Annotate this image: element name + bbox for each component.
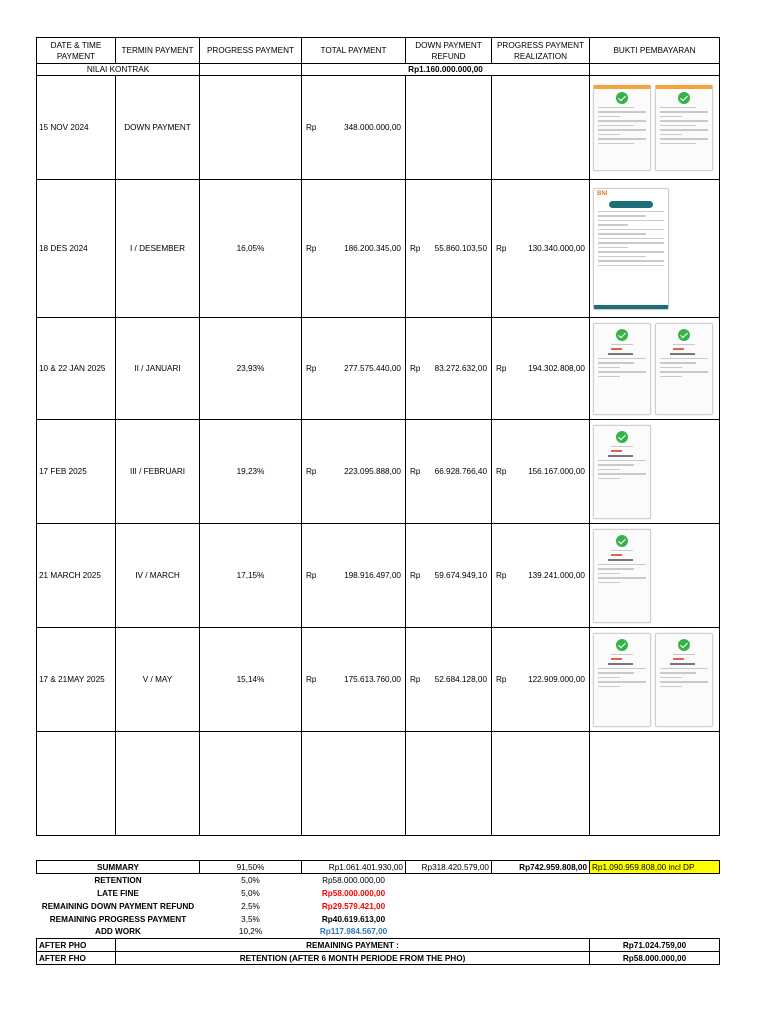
header-termin: TERMIN PAYMENT — [116, 38, 200, 64]
receipt-image[interactable] — [593, 529, 651, 623]
progress-percent: 17,15% — [200, 524, 302, 628]
currency-symbol: Rp — [306, 467, 317, 476]
detail-value: Rp117.984.567,00 — [319, 927, 388, 937]
realization-empty — [492, 76, 590, 180]
detail-value: Rp58.000.000,00 — [322, 875, 385, 885]
dp-refund: 66.928.766,40 — [434, 467, 487, 476]
check-icon — [616, 329, 628, 341]
header-date: DATE & TIME PAYMENT — [37, 38, 116, 64]
header-total: TOTAL PAYMENT — [302, 38, 406, 64]
termin-label: IV / MARCH — [116, 524, 200, 628]
detail-row — [37, 874, 720, 887]
realization-value: 130.340.000,00 — [528, 244, 585, 253]
after-pho-desc: REMAINING PAYMENT : — [116, 939, 590, 952]
payment-date: 15 NOV 2024 — [37, 76, 116, 180]
check-icon — [616, 92, 628, 104]
table-row-empty — [37, 732, 720, 836]
check-icon — [678, 639, 690, 651]
table-row — [37, 524, 720, 628]
header-realization: PROGRESS PAYMENT REALIZATION — [492, 38, 590, 64]
summary-total: Rp1.061.401.930,00 — [302, 861, 406, 874]
realization-value: 139.241.000,00 — [528, 571, 585, 580]
total-payment: 277.575.440,00 — [344, 364, 401, 373]
currency-symbol: Rp — [410, 467, 421, 476]
currency-symbol: Rp — [410, 364, 421, 373]
summary-progress: 91,50% — [200, 861, 302, 874]
detail-label: LATE FINE — [97, 888, 139, 898]
contract-value: Rp1.160.000.000,00 — [302, 64, 590, 76]
header-proof: BUKTI PEMBAYARAN — [590, 38, 720, 64]
payment-proof[interactable] — [590, 318, 720, 420]
summary-table — [36, 860, 720, 965]
currency-symbol: Rp — [306, 571, 317, 580]
currency-symbol: Rp — [306, 675, 317, 684]
receipt-image[interactable] — [593, 425, 651, 519]
payment-date: 18 DES 2024 — [37, 180, 116, 318]
payment-date: 17 FEB 2025 — [37, 420, 116, 524]
receipt-image[interactable] — [593, 633, 651, 727]
check-icon — [678, 329, 690, 341]
termin-label: III / FEBRUARI — [116, 420, 200, 524]
detail-value: Rp29.579.421,00 — [321, 901, 386, 911]
termin-label: I / DESEMBER — [116, 180, 200, 318]
detail-pct: 5,0% — [241, 875, 260, 885]
receipt-image[interactable] — [655, 633, 713, 727]
payment-proof[interactable] — [590, 524, 720, 628]
dp-refund-empty — [406, 76, 492, 180]
currency-symbol: Rp — [410, 571, 421, 580]
receipt-image[interactable] — [593, 85, 651, 171]
dp-refund: 52.684.128,00 — [434, 675, 487, 684]
progress-percent: 23,93% — [200, 318, 302, 420]
payment-proof[interactable] — [590, 420, 720, 524]
detail-value: Rp40.619.613,00 — [321, 914, 386, 924]
total-payment: 186.200.345,00 — [344, 244, 401, 253]
after-fho-row — [37, 952, 720, 965]
detail-row — [37, 926, 720, 939]
check-icon — [616, 431, 628, 443]
payment-table — [36, 37, 720, 836]
header-progress: PROGRESS PAYMENT — [200, 38, 302, 64]
bni-logo: BNI — [597, 190, 608, 197]
termin-label: V / MAY — [116, 628, 200, 732]
check-icon — [616, 639, 628, 651]
after-fho-label: AFTER FHO — [37, 952, 116, 965]
detail-row — [37, 913, 720, 926]
termin-label: II / JANUARI — [116, 318, 200, 420]
summary-dp-refund: Rp318.420.579,00 — [406, 861, 492, 874]
total-payment: 175.613.760,00 — [344, 675, 401, 684]
after-pho-value: Rp71.024.759,00 — [590, 939, 720, 952]
currency-symbol: Rp — [496, 244, 507, 253]
detail-pct: 10,2% — [238, 927, 263, 937]
currency-symbol: Rp — [306, 364, 317, 373]
table-row — [37, 628, 720, 732]
detail-pct: 3,5% — [241, 914, 260, 924]
currency-symbol: Rp — [496, 571, 507, 580]
detail-label: REMAINING PROGRESS PAYMENT — [49, 914, 187, 924]
realization-value: 122.909.000,00 — [528, 675, 585, 684]
table-row — [37, 318, 720, 420]
currency-symbol: Rp — [496, 467, 507, 476]
currency-symbol: Rp — [306, 244, 317, 253]
progress-percent — [200, 76, 302, 180]
payment-proof[interactable] — [590, 180, 720, 318]
payment-date: 21 MARCH 2025 — [37, 524, 116, 628]
receipt-image[interactable] — [655, 85, 713, 171]
check-icon — [616, 535, 628, 547]
dp-refund: 83.272.632,00 — [434, 364, 487, 373]
receipt-image[interactable] — [655, 323, 713, 415]
table-row — [37, 76, 720, 180]
realization-value: 194.302.808,00 — [528, 364, 585, 373]
contract-label: NILAI KONTRAK — [37, 64, 200, 76]
detail-row — [37, 900, 720, 913]
detail-row — [37, 887, 720, 900]
payment-date: 17 & 21MAY 2025 — [37, 628, 116, 732]
payment-proof[interactable] — [590, 628, 720, 732]
after-pho-label: AFTER PHO — [37, 939, 116, 952]
currency-symbol: Rp — [410, 244, 421, 253]
currency-symbol: Rp — [306, 123, 317, 132]
bni-receipt-image[interactable] — [593, 188, 669, 310]
currency-symbol: Rp — [496, 675, 507, 684]
dp-refund: 55.860.103,50 — [434, 244, 487, 253]
dp-refund: 59.674.949,10 — [434, 571, 487, 580]
table-row — [37, 420, 720, 524]
after-fho-value: Rp58.000.000,00 — [590, 952, 720, 965]
termin-label: DOWN PAYMENT — [116, 76, 200, 180]
currency-symbol: Rp — [410, 675, 421, 684]
total-payment: 198.916.497,00 — [344, 571, 401, 580]
detail-pct: 2,5% — [241, 901, 260, 911]
payment-proof[interactable] — [590, 76, 720, 180]
total-payment: 223.095.888,00 — [344, 467, 401, 476]
summary-note: Rp1.090.959.808,00 incl DP — [590, 861, 720, 874]
after-fho-desc: RETENTION (AFTER 6 MONTH PERIODE FROM THE PHO) — [116, 952, 590, 965]
progress-percent: 19,23% — [200, 420, 302, 524]
detail-value: Rp58.000.000,00 — [321, 888, 386, 898]
summary-realization: Rp742.959.808,00 — [492, 861, 590, 874]
progress-percent: 15,14% — [200, 628, 302, 732]
detail-label: ADD WORK — [95, 927, 141, 937]
total-payment: 348.000.000,00 — [344, 123, 401, 132]
payment-date: 10 & 22 JAN 2025 — [37, 318, 116, 420]
detail-pct: 5,0% — [241, 888, 260, 898]
receipt-image[interactable] — [593, 323, 651, 415]
progress-percent: 16,05% — [200, 180, 302, 318]
detail-label: RETENTION — [94, 875, 142, 885]
realization-value: 156.167.000,00 — [528, 467, 585, 476]
table-row — [37, 180, 720, 318]
header-dp-refund: DOWN PAYMENT REFUND — [406, 38, 492, 64]
detail-label: REMAINING DOWN PAYMENT REFUND — [41, 901, 195, 911]
currency-symbol: Rp — [496, 364, 507, 373]
summary-label: SUMMARY — [37, 861, 200, 874]
after-pho-row — [37, 939, 720, 952]
check-icon — [678, 92, 690, 104]
